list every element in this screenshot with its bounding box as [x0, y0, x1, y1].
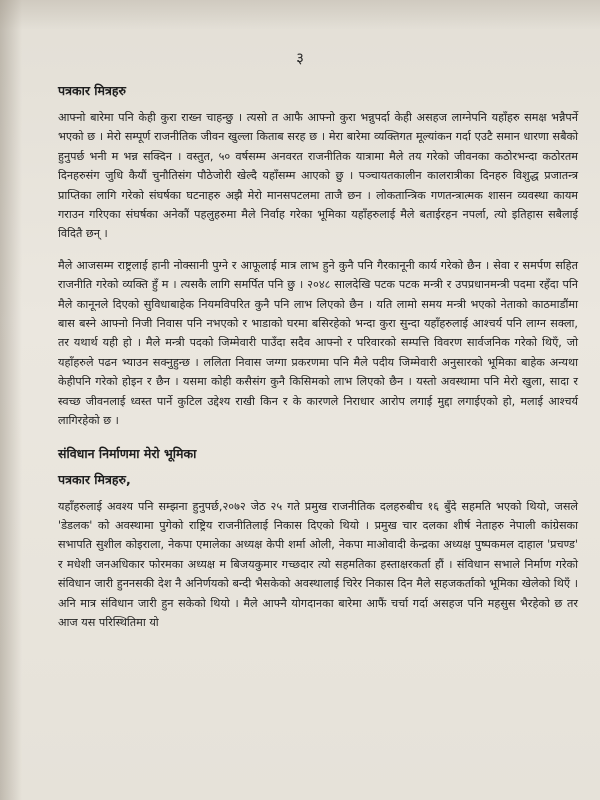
section-subheading-journalists: पत्रकार मित्रहरु,	[58, 471, 131, 487]
page-shadow-left	[0, 0, 22, 800]
section-heading-constitution-role: संविधान निर्माणमा मेरो भूमिका	[58, 445, 197, 461]
document-body	[58, 82, 578, 644]
paragraph-no-illegal-benefit: मैले आजसम्म राष्ट्रलाई हानी नोक्सानी पुग्ने र आफूलाई मात्र लाभ हुने कुनै पनि गैरकानूनी कार्य गरेको छैन । सेवा र समर्पण सहित राजनीति गरेको व्यक्ति हुँ म । त्यसकै लागि समर्पित पनि छु । २०४८ सालदेखि पटक पटक मन्त्री र उपप्रधानमन्त्री पदमा रहँदा पनि मैले कानूनले दिएको सुविधाबाहेक नियमविपरित कुनै पनि लाभ लिएको छैन । यति लामो समय मन्त्री भएको नेताको काठमाडौंमा बास बस्ने आफ्नो निजी निवास पनि नभएको र भाडाको घरमा बसिरहेको भन्दा कुरा सुन्दा यहाँहरुलाई आश्चर्य पनि लाग्न सक्ला, तर यथार्थ यही हो । मैले मन्त्री पदको जिम्मेवारी पाउँदा सदैव आफ्नो र परिवारको सम्पत्ति विवरण सार्वजनिक गरेको थिएँ, जो यहाँहरुले पढन भ्याउन सक्नुहुन्छ । ललिता निवास जग्गा प्रकरणमा पनि मैले पदीय जिम्मेवारी अनुसारको भूमिका बाहेक अन्यथा केहीपनि गरेको होइन र छैन । यसमा कोही कसैसंग कुनै किसिमको लाभ लिएको छैन । यस्तो अवस्थामा पनि मेरो खुला, सादा र स्वच्छ जीवनलाई ध्वस्त पार्ने कुटिल उद्देश्य राखी किन र के कारणले निराधार आरोप लगाई मुद्दा लगाईएको हो, मलाई आश्चर्य लागिरहेको छ ।	[58, 258, 578, 428]
paragraph-about-self: आफ्नो बारेमा पनि केही कुरा राख्न चाहन्छु । त्यसो त आफै आफ्नो कुरा भन्नुपर्दा केही असहज लाग्नेपनि यहाँहरु समक्ष भन्नैपर्ने भएको छ । मेरो सम्पूर्ण राजनीतिक जीवन खुल्ला किताब सरह छ । मेरा बारेमा व्यक्तिगत मूल्यांकन गर्दा एउटै समान धारणा सबैको हुनुपर्छ भनी म भन्न सक्दिन । वस्तुत, ५० वर्षसम्म अनवरत राजनीतिक यात्रामा मैले तय गरेको जीवनका कठोरभन्दा कठोरतम दिनहरुसंग जुधि कैयौं चुनौतिसंग पौठेजोरी खेल्दै यहाँसम्म आएको छु । पञ्चायतकालीन कालरात्रीका दिनहरु विशुद्ध प्रजातन्त्र प्राप्तिका लागि गरेको संघर्षका घटनाहरु अझै मेरो मानसपटलमा ताजै छन । लोकतान्त्रिक गणतन्त्रात्मक शासन व्यवस्था कायम गराउन गरिएका संघर्षका अनेकौं पहलुहरुमा मैले निर्वाह गरेका भूमिका यहाँहरुलाई मैले बताईरहन नपर्ला, त्यो इतिहास सबैलाई विदितै छन् ।	[58, 111, 578, 241]
page-shadow-top	[0, 0, 600, 30]
section-heading-journalists: पत्रकार मित्रहरु	[58, 83, 127, 98]
paragraph-constitution-agreement: यहाँहरुलाई अवश्य पनि सम्झना हुनुपर्छ,२०७२ जेठ २५ गते प्रमुख राजनीतिक दलहरुबीच १६ बुँदे सहमति भएको थियो, जसले 'डेडलक' को अवस्थामा पुगेको राष्ट्रिय राजनीतिलाई निकास दिएको थियो । प्रमुख चार दलका शीर्ष नेताहरु नेपाली कांग्रेसका सभापति सुशील कोइराला, नेकपा एमालेका अध्यक्ष केपी शर्मा ओली, नेकपा माओवादी केन्द्रका अध्यक्ष पुष्पकमल दाहाल 'प्रचण्ड' र मधेशी जनअधिकार फोरमका अध्यक्ष म बिजयकुमार गच्छदार त्यो सहमतिका हस्ताक्षरकर्ता हौं । संविधान सभाले निर्माण गरेको संविधान जारी हुननसकी देश नै अनिर्णयको बन्दी भैसकेको अवस्थालाई चिरेर निकास दिन मैले सहजकर्ताको भूमिका खेलेको थिएँ । अनि मात्र संविधान जारी हुन सकेको थियो । मैले आफ्नै योगदानका बारेमा आफैं चर्चा गर्दा असहज पनि महसुस भैरहेको छ तर आज यस परिस्थितिमा यो	[58, 499, 578, 629]
page-number: ३	[296, 49, 304, 67]
